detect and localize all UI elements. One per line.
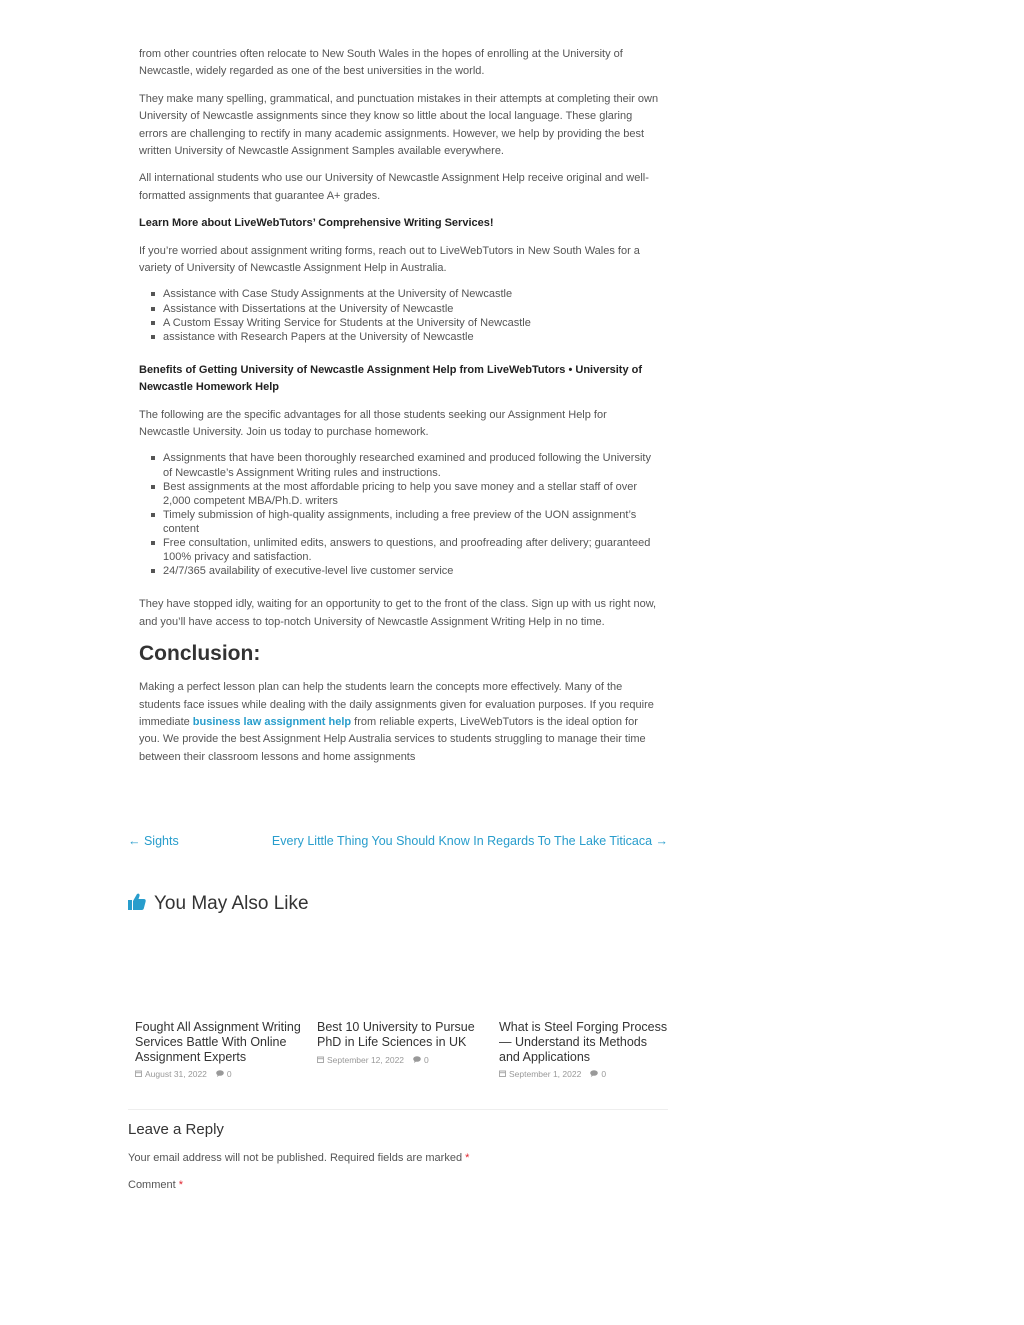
list-item: assistance with Research Papers at the University of Newcastle (163, 330, 659, 344)
section-heading-benefits: Benefits of Getting University of Newcastle Assignment Help from LiveWebTutors • University of Newcastle Homework Help (139, 363, 643, 394)
article-paragraph: They have stopped idly, waiting for an opportunity to get to the front of the class. Sign up with us right now, and you’ll have access to top-notch University of Newcastle Assignment Writing Help in no time. (139, 598, 657, 628)
conclusion-paragraph (139, 679, 659, 766)
list-item: Assignments that have been thoroughly researched examined and produced following the University of Newcastle’s Assignment Writing rules and instructions. (163, 451, 659, 479)
reply-section (128, 1121, 668, 1204)
conclusion-text-start: Making a perfect lesson plan can help the students learn the concepts more effectively. Many of the students face issues while dealing with the daily assignments given for evaluation purposes. If you require immediate (139, 681, 654, 728)
previous-post-link[interactable]: ← Sights (128, 834, 179, 848)
article-paragraph: They make many spelling, grammatical, and punctuation mistakes in their attempts at completing their own University of Newcastle assignments since they know so little about the local language. These glaring errors are challenging to rectify in many academic assignments. However, we help by providing the best written University of Newcastle Assignment Samples available everywhere. (139, 92, 659, 158)
article-body (139, 46, 659, 776)
section-heading-learn-more: Learn More about LiveWebTutors’ Comprehensive Writing Services! (139, 217, 494, 230)
calendar-icon (499, 1069, 506, 1079)
post-thumbnail (135, 930, 305, 1020)
related-post-card (499, 930, 669, 1079)
conclusion-text-end: from reliable experts, LiveWebTutors is the ideal option for you. We provide the best Assignment Help Australia services to students struggling to manage their time between their classroom lessons and home assignments (139, 715, 646, 763)
article-paragraph: If you’re worried about assignment writing forms, reach out to LiveWebTutors in New South Wales for a variety of University of Newcastle Assignment Help in Australia. (139, 244, 640, 275)
comment-icon (413, 1055, 421, 1065)
comment-icon (216, 1069, 224, 1079)
required-mark: * (465, 1152, 470, 1164)
calendar-icon (135, 1069, 142, 1079)
article-paragraph: from other countries often relocate to New South Wales in the hopes of enrolling at the University of Newcastle, widely regarded as one of the best universities in the world. (139, 48, 623, 78)
article-paragraph: The following are the specific advantages for all those students seeking our Assignment Help for Newcastle University. Join us today to purchase homework. (139, 408, 607, 439)
comment-count[interactable]: 0 (601, 1069, 607, 1080)
comment-count[interactable]: 0 (226, 1069, 232, 1080)
related-posts-heading: You May Also Like (154, 893, 309, 914)
business-law-assignment-help-link[interactable]: business law assignment help (192, 715, 352, 728)
post-meta (499, 1069, 669, 1079)
post-date[interactable]: August 31, 2022 (145, 1069, 207, 1080)
post-thumbnail (317, 930, 487, 1020)
related-post-card (317, 930, 487, 1065)
comment-icon (590, 1069, 598, 1079)
divider (128, 1109, 668, 1110)
reply-notice-text: Your email address will not be published. Required fields are marked (128, 1152, 466, 1164)
next-post-link[interactable]: Every Little Thing You Should Know In Regards To The Lake Titicaca → (271, 834, 668, 848)
reply-heading: Leave a Reply (128, 1121, 224, 1138)
list-item: A Custom Essay Writing Service for Students at the University of Newcastle (163, 316, 659, 330)
list-item: Free consultation, unlimited edits, answers to questions, and proofreading after delivery; guaranteed 100% privacy and satisfaction. (163, 536, 659, 564)
post-date[interactable]: September 12, 2022 (327, 1054, 405, 1065)
reply-notice (128, 1150, 668, 1167)
conclusion-heading: Conclusion: (139, 642, 261, 666)
list-item: Assistance with Case Study Assignments at the University of Newcastle (163, 287, 659, 301)
services-list (139, 287, 659, 343)
post-meta (135, 1069, 305, 1079)
list-item: Best assignments at the most affordable pricing to help you save money and a stellar staff of over 2,000 competent MBA/Ph.D. writers (163, 480, 659, 508)
calendar-icon (317, 1055, 324, 1065)
list-item: 24/7/365 availability of executive-level live customer service (163, 564, 659, 578)
article-paragraph: All international students who use our University of Newcastle Assignment Help receive original and well-formatted assignments that guarantee A+ grades. (139, 172, 649, 202)
post-thumbnail (499, 930, 669, 1020)
related-post-title[interactable]: Best 10 University to Pursue PhD in Life Sciences in UK (317, 1020, 475, 1049)
benefits-list (139, 451, 659, 578)
related-post-card (135, 930, 305, 1079)
list-item: Assistance with Dissertations at the University of Newcastle (163, 302, 659, 316)
post-meta (317, 1055, 487, 1065)
related-posts-header (128, 893, 309, 915)
related-post-title[interactable]: What is Steel Forging Process — Understand its Methods and Applications (499, 1020, 668, 1064)
list-item: Timely submission of high-quality assignments, including a free preview of the UON assignment’s content (163, 508, 659, 536)
comment-count[interactable]: 0 (424, 1054, 429, 1065)
related-post-title[interactable]: Fought All Assignment Writing Services Battle With Online Assignment Experts (135, 1020, 301, 1064)
comment-label (128, 1177, 668, 1194)
post-date[interactable]: September 1, 2022 (509, 1069, 582, 1080)
required-mark: * (178, 1179, 184, 1191)
thumbs-up-icon (128, 893, 146, 915)
comment-label-text: Comment (128, 1179, 179, 1191)
